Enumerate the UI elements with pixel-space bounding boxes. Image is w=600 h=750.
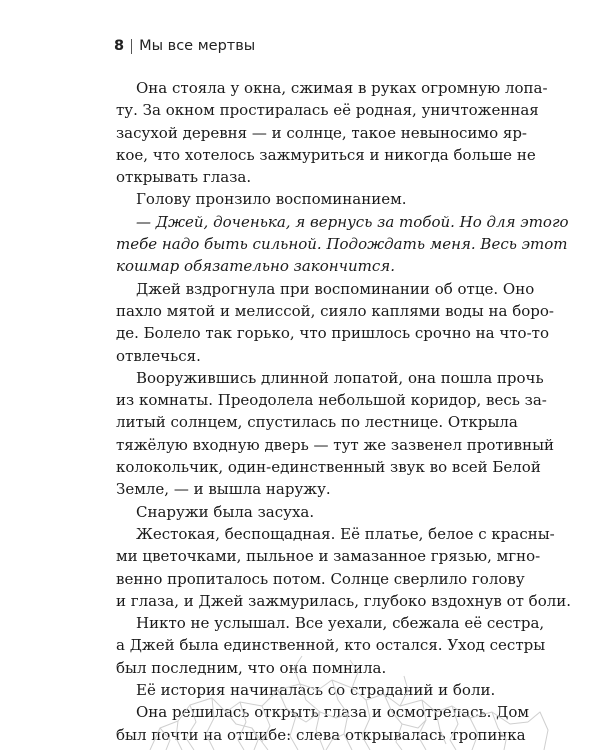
text-line: Земле, — и вышла наружу. (116, 480, 331, 499)
text-line: Её история начиналась со страданий и боли. (136, 681, 496, 700)
text-line: засухой деревня — и солнце, такое невыносимо яр- (116, 123, 527, 142)
page-body-text (116, 77, 572, 746)
text-line: и глаза, и Джей зажмурилась, глубоко вздохнув от боли. (116, 591, 572, 610)
text-line: был почти на отшибе: слева открывалась тропинка (116, 725, 526, 744)
text-line: Никто не услышал. Все уехали, сбежала её сестра, (136, 614, 545, 633)
text-line: колокольчик, один-единственный звук во всей Белой (116, 458, 541, 477)
text-line: венно пропиталось потом. Солнце сверлило голову (116, 569, 525, 588)
text-line: Вооружившись длинной лопатой, она пошла прочь (136, 368, 544, 387)
text-line: кое, что хотелось зажмуриться и никогда больше не (116, 145, 536, 164)
text-line: ту. За окном простиралась её родная, уничтоженная (116, 101, 539, 120)
book-title: Мы все мертвы (139, 38, 256, 54)
text-line: Джей вздрогнула при воспоминании об отце. Оно (136, 279, 535, 298)
text-line: тебе надо быть сильной. Подождать меня. Весь этот (116, 235, 568, 254)
running-header (114, 36, 255, 56)
text-line: Она решилась открыть глаза и осмотрелась. Дом (136, 703, 530, 722)
text-line: — Джей, доченька, я вернусь за тобой. Но для этого (136, 212, 569, 231)
page-number: 8 (114, 38, 125, 54)
header-divider (131, 39, 132, 54)
text-line: а Джей была единственной, кто остался. Уход сестры (116, 636, 546, 655)
text-line: Она стояла у окна, сжимая в руках огромную лопа- (136, 79, 548, 97)
text-line: из комнаты. Преодолела небольшой коридор, весь за- (116, 391, 547, 410)
text-line: тяжёлую входную дверь — тут же зазвенел противный (116, 435, 555, 454)
text-line: Снаружи была засуха. (136, 502, 315, 521)
text-line: открывать глаза. (116, 168, 252, 187)
text-line: отвлечься. (116, 346, 201, 365)
text-line: де. Болело так горько, что пришлось срочно на что-то (116, 324, 549, 343)
text-line: пахло мятой и мелиссой, сияло каплями воды на боро- (116, 301, 554, 320)
text-line: Голову пронзило воспоминанием. (136, 190, 407, 209)
text-line: литый солнцем, спустилась по лестнице. Открыла (116, 413, 518, 432)
text-line: кошмар обязательно закончится. (116, 257, 395, 276)
text-line: ми цветочками, пыльное и замазанное грязью, мгно- (116, 547, 541, 566)
text-line: был последним, что она помнила. (116, 658, 387, 677)
text-line: Жестокая, беспощадная. Её платье, белое с красны- (136, 524, 555, 543)
